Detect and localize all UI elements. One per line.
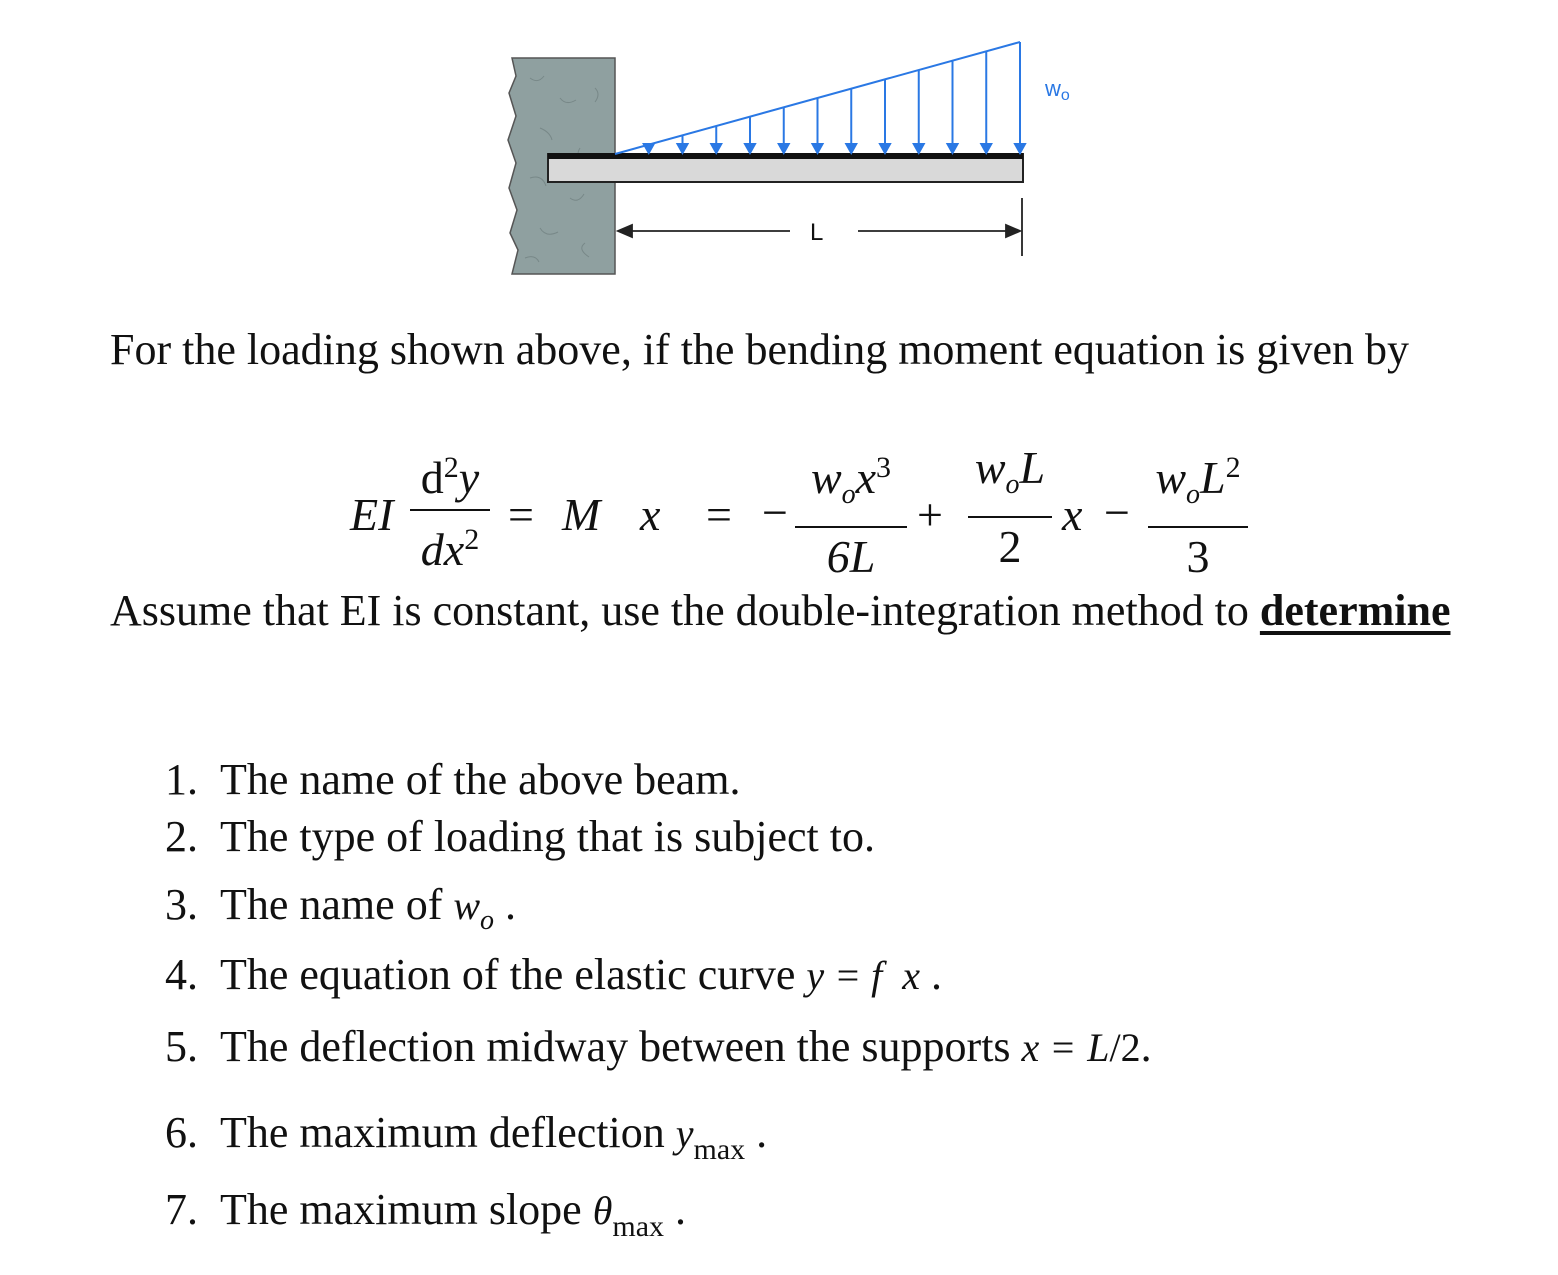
- eq-term2: $w_oL$ 2: [968, 443, 1052, 572]
- load-arrow-head: [914, 144, 924, 153]
- load-arrow-head: [813, 144, 823, 153]
- eq-plus: +: [917, 489, 943, 540]
- list-item: 7. The maximum slope $\theta_{max}$ .: [165, 1185, 687, 1243]
- eq-m: M: [562, 489, 601, 540]
- load-arrow-head: [880, 144, 890, 153]
- load-arrow-head: [711, 144, 721, 153]
- eq-d2y-dx2: $d^2y$ $dx^2$: [410, 443, 490, 575]
- instruction: [110, 583, 1490, 639]
- eq-x: x: [640, 489, 661, 540]
- list-item: 2. The type of loading that is subject to.: [165, 812, 875, 861]
- list-item: 4. The equation of the elastic curve y = f x .: [165, 950, 943, 999]
- load-arrow-head: [745, 144, 755, 153]
- eq-term1: $w_ox^3$ 6L: [795, 443, 907, 582]
- list-item: 6. The maximum deflection $y_{max}$ .: [165, 1108, 768, 1166]
- length-label: L: [810, 219, 824, 246]
- load-arrow-head: [644, 144, 654, 153]
- load-arrow-head: [1015, 144, 1025, 153]
- eq-term3: $w_oL^2$ 3: [1148, 443, 1248, 582]
- load-arrow-head: [779, 144, 789, 153]
- load-arrow-head: [846, 144, 856, 153]
- load-arrow-head: [981, 144, 991, 153]
- problem-intro: For the loading shown above, if the bending moment equation is given by: [110, 325, 1410, 374]
- cantilever-beam-figure: [500, 28, 1100, 283]
- eq-minus-2: −: [1104, 487, 1130, 538]
- instruction-emphasis: determine: [1259, 586, 1451, 635]
- eq-ei: EI: [350, 489, 394, 540]
- instruction-text: Assume that EI is constant, use the double-integration method to: [110, 586, 1249, 635]
- list-item: 3. The name of $w_o$ .: [165, 880, 517, 936]
- list-item: 5. The deflection midway between the supports x = L/2.: [165, 1022, 1152, 1071]
- load-arrow-head: [678, 144, 688, 153]
- eq-x-2: x: [1062, 489, 1083, 540]
- triangular-load: [615, 42, 1025, 154]
- list-item: 1. The name of the above beam.: [165, 755, 741, 804]
- eq-minus-1: −: [762, 487, 788, 538]
- eq-equals-1: =: [508, 489, 534, 540]
- load-intensity-label: wo: [1045, 76, 1070, 104]
- load-arrow-head: [948, 144, 958, 153]
- eq-equals-2: =: [706, 489, 732, 540]
